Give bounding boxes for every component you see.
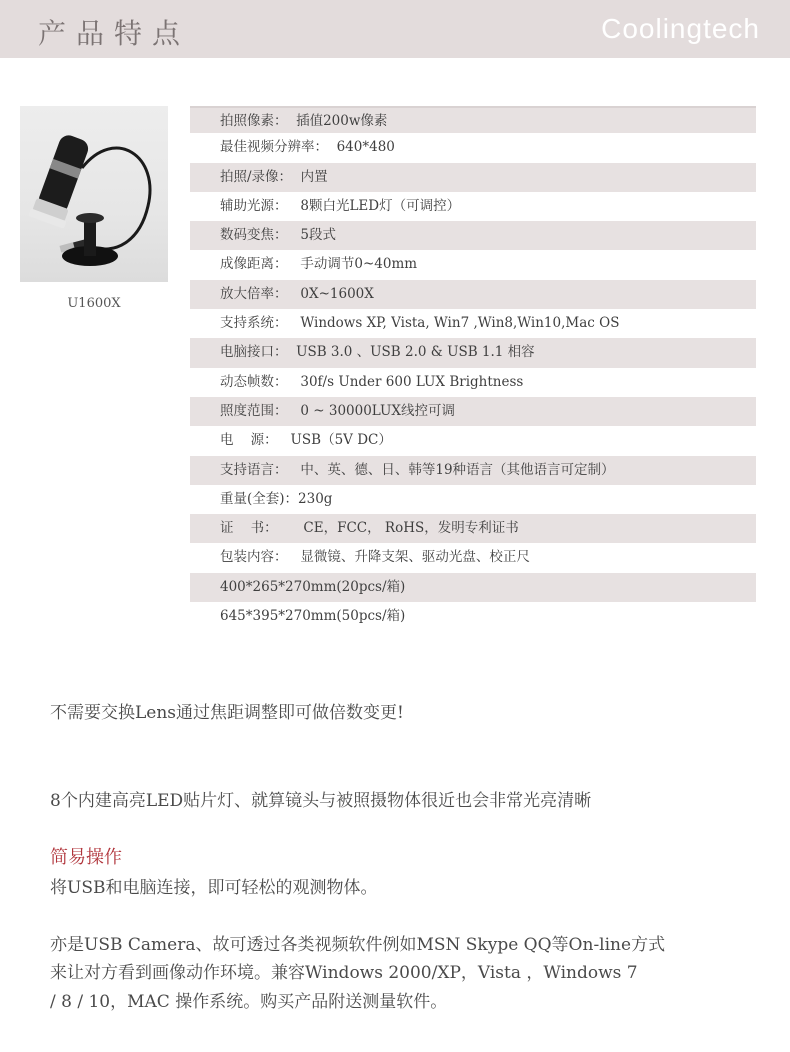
- spec-row: 放大倍率： 0X~1600X: [190, 280, 756, 309]
- feature-text-camera-3: / 8 / 10，MAC 操作系统。购买产品附送测量软件。: [50, 992, 448, 1012]
- spec-row: 重量(全套)：230g: [220, 490, 333, 507]
- product-model: U1600X: [67, 296, 121, 311]
- spec-row: 数码变焦： 5段式: [190, 221, 756, 250]
- section-heading: 简易操作: [50, 847, 122, 868]
- spec-row: 支持系统： Windows XP, Vista, Win7 ,Win8,Win10,Mac OS: [220, 315, 620, 332]
- spec-row: 包装内容： 显微镜、升降支架、驱动光盘、校正尺: [220, 549, 530, 566]
- spec-table: [190, 106, 756, 631]
- product-photo: [20, 106, 168, 282]
- spec-row: 最佳视频分辨率： 640*480: [220, 139, 395, 156]
- brand-name: Coolingtech: [601, 13, 760, 44]
- feature-text-led: 8个内建高亮LED贴片灯、就算镜头与被照摄物体很近也会非常光亮清晰: [50, 791, 592, 811]
- spec-row: 动态帧数： 30f/s Under 600 LUX Brightness: [220, 373, 524, 390]
- spec-row: 辅助光源： 8颗白光LED灯（可调控）: [220, 197, 461, 214]
- page-header: [0, 0, 790, 58]
- microscope-image: [20, 106, 168, 282]
- feature-text-usb: 将USB和电脑连接，即可轻松的观测物体。: [50, 878, 378, 898]
- feature-text-lens: 不需要交换Lens通过焦距调整即可做倍数变更!: [50, 703, 404, 723]
- spec-row: 照度范围： 0 ~ 30000LUX线控可调: [190, 397, 756, 426]
- spec-row: 支持语言： 中、英、德、日、韩等19种语言（其他语言可定制）: [190, 456, 756, 485]
- spec-row: 拍照/录像： 内置: [190, 163, 756, 192]
- spec-row: 电脑接口： USB 3.0 、USB 2.0 & USB 1.1 相容: [190, 338, 756, 367]
- spec-row: 400*265*270mm(20pcs/箱): [190, 573, 756, 602]
- spec-row: 成像距离： 手动调节0~40mm: [220, 256, 418, 273]
- spec-row: 证 书： CE，FCC， RoHS，发明专利证书: [190, 514, 756, 543]
- feature-text-camera-2: 来让对方看到画像动作环境。兼容Windows 2000/XP，Vista ，Windows 7: [50, 963, 638, 983]
- spec-row: 拍照像素： 插值200w像素: [190, 106, 756, 133]
- page-title: 产品特点: [38, 17, 191, 50]
- spec-row: 645*395*270mm(50pcs/箱): [220, 608, 406, 625]
- feature-text-camera-1: 亦是USB Camera、故可透过各类视频软件例如MSN Skype QQ等On-line方式: [50, 935, 666, 955]
- spec-row: 电 源： USB（5V DC）: [220, 432, 392, 449]
